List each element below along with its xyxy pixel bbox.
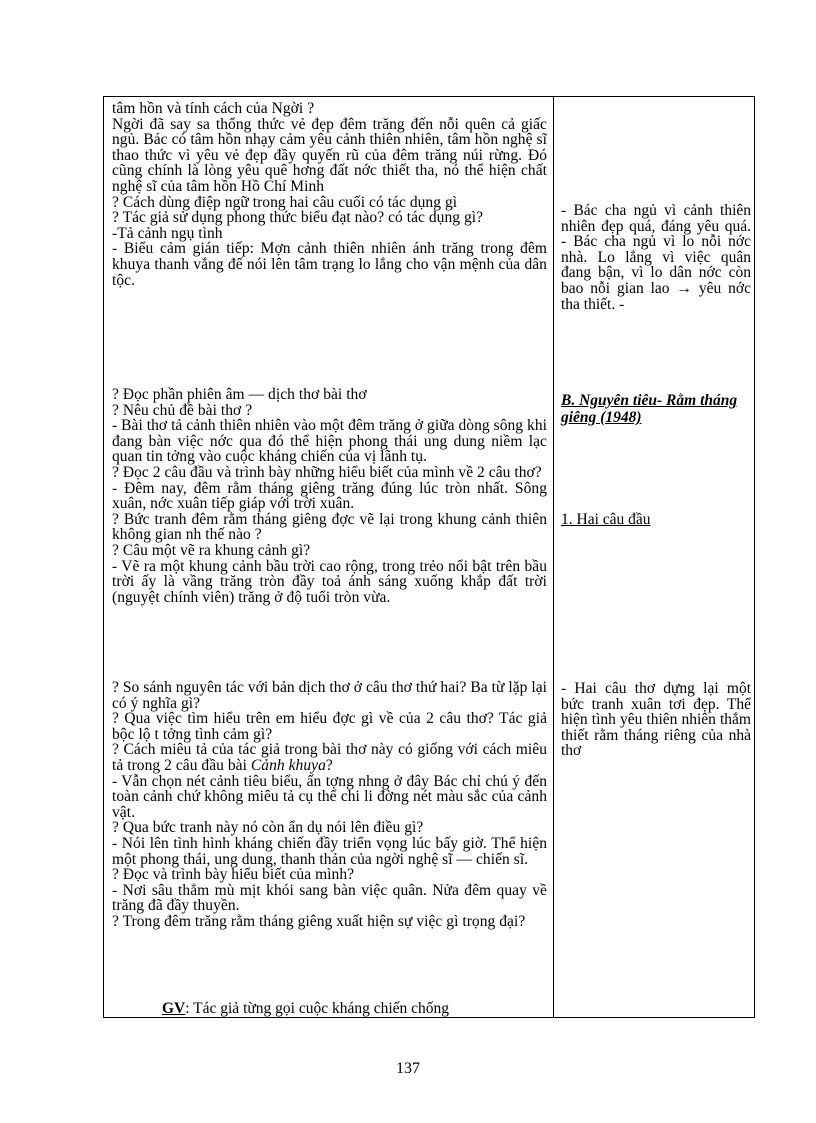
text-paragraph: ? Đọc phần phiên âm — dịch thơ bài thơ <box>112 386 367 403</box>
text-paragraph: - Biểu cảm gián tiếp: Mợn cảnh thiên nhiên ánh trăng trong đêm khuya thanh vắng để nói lên tâm trạng lo lắng cho vận mệnh của dân tộc. <box>112 240 547 289</box>
lesson-table <box>103 96 755 1018</box>
text-paragraph: ? So sánh nguyên tác với bản dịch thơ ở câu thơ thứ hai? Ba từ lặp lại có ý nghĩa gì? <box>112 679 547 712</box>
text-paragraph: ? Qua bức tranh này nó còn ẩn dụ nói lên điều gì? <box>112 819 424 837</box>
subsection-heading: 1. Hai câu đầu <box>561 511 651 528</box>
text-paragraph <box>112 742 547 773</box>
text-fragment: - Bác cha ngủ vì cảnh thiên nhiên đẹp quá, đáng yêu quá. - Bác cha ngủ vì lo nỗi nớc nhà. Lo lắng vì việc quân đang bận, vì lo dân nớc còn bao nỗi gian lao <box>561 202 751 297</box>
text-paragraph: ? Câu một vẽ ra khung cảnh gì? <box>112 541 311 559</box>
gv-label: GV <box>162 1000 186 1017</box>
right-note-2 <box>561 681 751 759</box>
left-block-3 <box>112 680 547 930</box>
right-heading-b <box>561 392 751 426</box>
arrow-right-icon: → <box>676 279 692 297</box>
text-paragraph: - Hai câu thơ dựng lại một bức tranh xuân tơi đẹp. Thể hiện tình yêu thiên nhiên thắm thiết rằm tháng riêng của nhà thơ <box>561 680 751 760</box>
text-paragraph: ? Bức tranh đêm rằm tháng giêng đợc vẽ lại trong khung cảnh thiên không gian nh thế nào ? <box>112 510 547 544</box>
column-divider <box>553 97 554 1017</box>
text-paragraph: - Vẽ ra một khung cảnh bầu trời cao rộng, trong trẻo nổi bật trên bầu trời ấy là vầng trăng tròn đầy toả ánh sáng xuống khắp đất trời (nguyệt chính viên) trăng ở độ tuổi tròn vừa. <box>112 557 547 606</box>
right-note-1 <box>561 203 751 312</box>
section-heading: B. Nguyên tiêu- Rằm tháng giêng (1948) <box>561 392 738 426</box>
text-paragraph: ? Tác giả sử dụng phong thức biểu đạt nào? có tác dụng gì? <box>112 209 484 227</box>
text-paragraph: - Bài thơ tả cảnh thiên nhiên vào một đêm trăng ở giữa dòng sông khi đang bàn việc nớc qua đó thể hiện phong thái ung dung niềm lạc quan tin tởng vào cuộc kháng chiến của vị lãnh tụ. <box>112 417 547 466</box>
text-paragraph: - Nói lên tình hình kháng chiến đầy triển vọng lúc bấy giờ. Thể hiện một phong thái, ung dung, thanh thản của ngời nghệ sĩ — chiến sĩ. <box>112 834 547 868</box>
right-heading-1 <box>561 511 751 528</box>
text-line: tâm hồn và tính cách của Ngời ? <box>112 100 315 117</box>
text-paragraph: - Vẫn chọn nét cảnh tiêu biểu, ấn tợng nhng ở đây Bác chỉ chú ý đến toàn cảnh chứ không miêu tả cụ thể chi li đờng nét màu sắc của cảnh vật. <box>112 772 547 821</box>
text-paragraph: ? Đọc 2 câu đầu và trình bày những hiểu biết của mình về 2 câu thơ? <box>112 463 542 481</box>
text-paragraph: ? Cách dùng điệp ngữ trong hai câu cuối có tác dụng gì <box>112 193 458 211</box>
text-paragraph: -Tả cảnh ngụ tình <box>112 224 223 242</box>
text-fragment: ? Cách miêu tả của tác giả trong bài thơ này có giống với cách miêu tả trong 2 câu đầu bài <box>112 741 547 774</box>
text-paragraph: ? Trong đêm trăng rằm tháng giêng xuất hiện sự việc gì trọng đại? <box>112 912 526 930</box>
page-number: 137 <box>396 1060 420 1077</box>
left-block-2 <box>112 387 547 605</box>
text-paragraph: ? Đọc và trình bày hiểu biết của mình? <box>112 866 355 884</box>
text-fragment: yêu nớc tha thiết. - <box>561 279 751 313</box>
text-paragraph: - Nơi sâu thẳm mù mịt khói sang bàn việc quân. Nửa đêm quay về trăng đã đầy thuyền. <box>112 881 547 915</box>
gv-note <box>112 1001 547 1017</box>
text-paragraph: Ngời đã say sa thổng thức vẻ đẹp đêm trăng đến nỗi quên cả giấc ngủ. Bác có tâm hồn nhạy cảm yêu cảnh thiên nhiên, tâm hồn nghệ sĩ thao thức vì yêu vẻ đẹp đầy quyến rũ của đêm trăng núi rừng. Đó cũng chính là lòng yêu quê hơng đất nớc thiết tha, nó thể hiện chất nghệ sĩ của tâm hồn Hồ Chí Minh <box>112 115 547 195</box>
text-paragraph: ? Nêu chủ đề bài thơ ? <box>112 401 253 419</box>
text-fragment: ? <box>325 756 333 774</box>
gv-text: : Tác giả từng gọi cuộc kháng chiến chống <box>185 1000 450 1017</box>
left-block-1 <box>112 101 547 288</box>
text-paragraph: ? Qua việc tìm hiểu trên em hiểu đợc gì về của 2 câu thơ? Tác giả bộc lộ t tởng tình cảm gì? <box>112 710 547 743</box>
text-paragraph: - Đêm nay, đêm rằm tháng giêng trăng đúng lúc tròn nhất. Sông xuân, nớc xuân tiếp giáp với trời xuân. <box>112 479 547 513</box>
poem-title: Cảnh khuya <box>250 756 326 774</box>
